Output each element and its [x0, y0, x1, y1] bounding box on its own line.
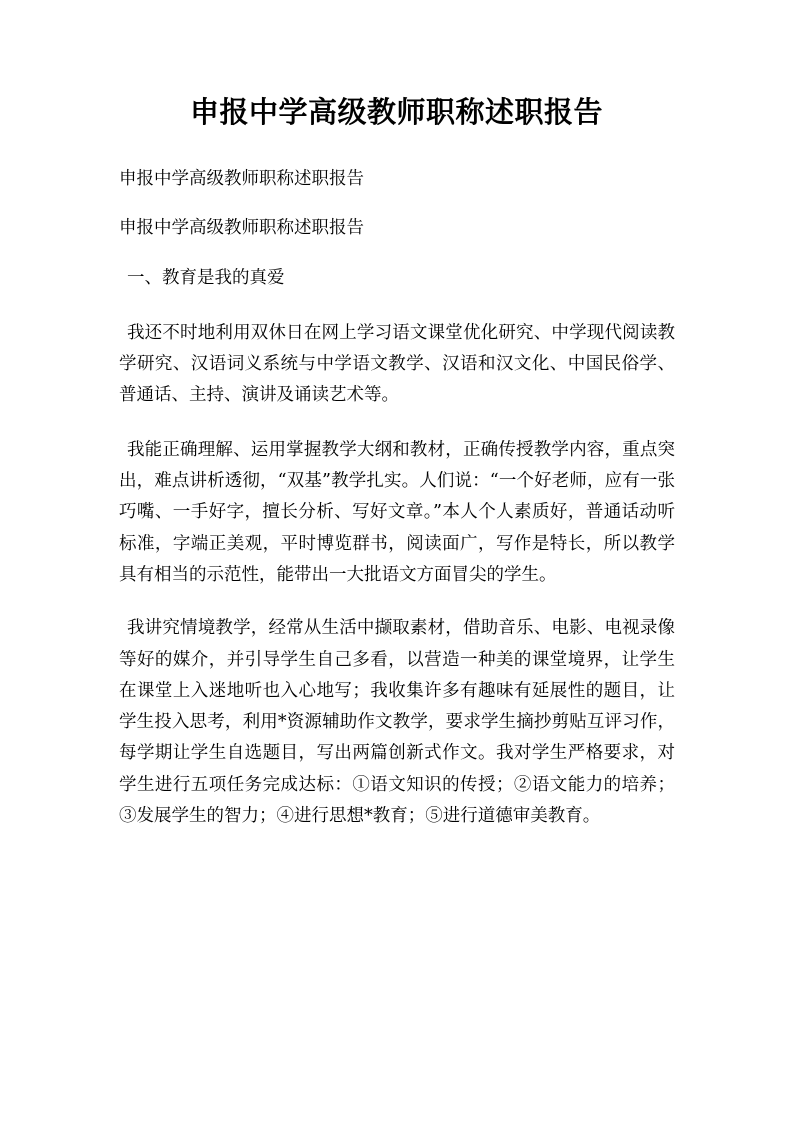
subtitle-line-1: 申报中学高级教师职称述职报告: [119, 169, 364, 189]
document-title: 申报中学高级教师职称述职报告: [189, 95, 603, 129]
body-paragraph: 我讲究情境教学，经常从生活中撷取素材，借助音乐、电影、电视录像等好的媒介，并引导学生自己多看，以营造一种美的课堂境界，让学生在课堂上入迷地听也入心地写；我收集许多有趣味有延展性的题目，让学生投入思考，利用*资源辅助作文教学，要求学生摘抄剪贴互评习作，每学期让学生自选题目，写出两篇创新式作文。我对学生严格要求，对学生进行五项任务完成达标：①语文知识的传授；②语文能力的培养；③发展学生的智力；④进行思想*教育；⑤进行道德审美教育。: [119, 618, 675, 827]
subtitle-line-2: 申报中学高级教师职称述职报告: [119, 218, 364, 239]
body-paragraph: 我能正确理解、运用掌握教学大纲和教材，正确传授教学内容，重点突出，难点讲析透彻，“双基”教学扎实。人们说：“一个好老师，应有一张巧嘴、一手好字，擅长分析、写好文章。”本人个人素质好，普通话动听标准，字端正美观，平时博览群书，阅读面广，写作是特长，所以教学具有相当的示范性，能带出一大批语文方面冒尖的学生。: [119, 439, 675, 585]
body-paragraph: 我还不时地利用双休日在网上学习语文课堂优化研究、中学现代阅读教学研究、汉语词义系统与中学语文教学、汉语和汉文化、中国民俗学、普通话、主持、演讲及诵读艺术等。: [119, 322, 675, 406]
document-body: [119, 164, 675, 854]
section-heading: 一、教育是我的真爱: [127, 267, 285, 288]
